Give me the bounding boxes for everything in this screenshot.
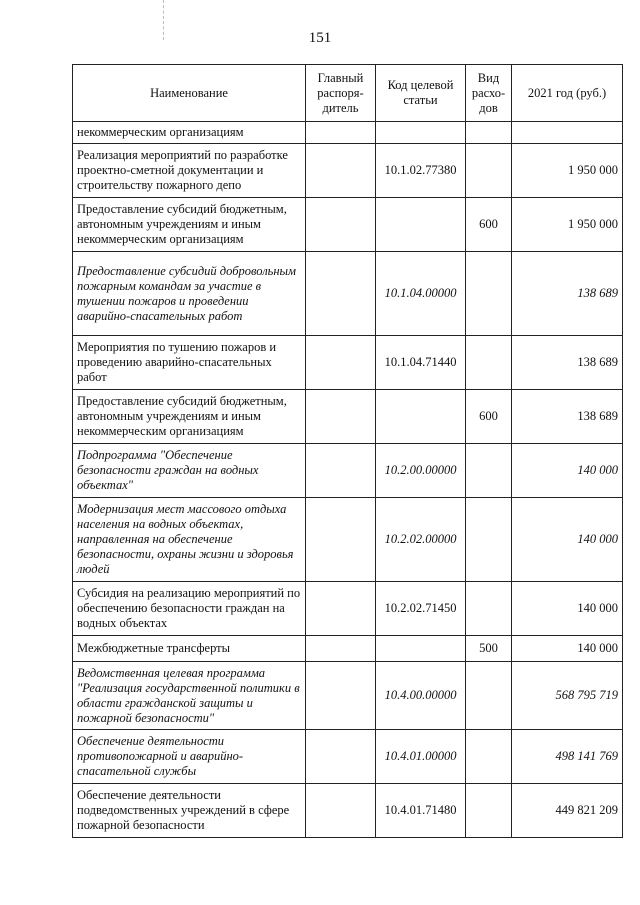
- cell-name: Обеспечение деятельности противопожарной и аварийно-спасательной службы: [73, 730, 306, 784]
- cell-code: [376, 636, 466, 662]
- cell-admin: [306, 198, 376, 252]
- table-row: [73, 390, 623, 444]
- cell-admin: [306, 252, 376, 336]
- cell-name: Предоставление субсидий бюджетным, автономным учреждениям и иным некоммерческим организациям: [73, 390, 306, 444]
- budget-table: [72, 64, 623, 838]
- cell-admin: [306, 390, 376, 444]
- cell-code: 10.4.01.00000: [376, 730, 466, 784]
- header-amount: 2021 год (руб.): [512, 65, 623, 122]
- cell-amount: 140 000: [512, 636, 623, 662]
- cell-expense-type: [466, 122, 512, 144]
- table-row: [73, 336, 623, 390]
- cell-amount: 140 000: [512, 498, 623, 582]
- cell-name: Ведомственная целевая программа "Реализация государственной политики в области гражданской защиты и пожарной безопасности": [73, 662, 306, 730]
- cell-code: 10.4.01.71480: [376, 784, 466, 838]
- cell-name: Обеспечение деятельности подведомственных учреждений в сфере пожарной безопасности: [73, 784, 306, 838]
- cell-name: Субсидия на реализацию мероприятий по обеспечению безопасности граждан на водных объектах: [73, 582, 306, 636]
- cell-name: Предоставление субсидий добровольным пожарным командам за участие в тушении пожаров и проведении аварийно-спасательных работ: [73, 252, 306, 336]
- cell-expense-type: [466, 444, 512, 498]
- cell-code: 10.1.04.00000: [376, 252, 466, 336]
- cell-expense-type: 600: [466, 390, 512, 444]
- cell-expense-type: [466, 498, 512, 582]
- header-expense-type: Вид расхо-дов: [466, 65, 512, 122]
- cell-admin: [306, 582, 376, 636]
- cell-code: [376, 198, 466, 252]
- table-header-row: [73, 65, 623, 122]
- cell-name: некоммерческим организациям: [73, 122, 306, 144]
- cell-amount: 140 000: [512, 582, 623, 636]
- table-row: [73, 784, 623, 838]
- cell-amount: 498 141 769: [512, 730, 623, 784]
- cell-admin: [306, 498, 376, 582]
- cell-code: 10.2.02.00000: [376, 498, 466, 582]
- cell-code: 10.1.04.71440: [376, 336, 466, 390]
- table-row: [73, 636, 623, 662]
- table-row: [73, 730, 623, 784]
- cell-amount: 138 689: [512, 336, 623, 390]
- table-row: [73, 198, 623, 252]
- cell-name: Модернизация мест массового отдыха населения на водных объектах, направленная на обеспечение безопасности, охраны жизни и здоровья людей: [73, 498, 306, 582]
- cell-code: [376, 390, 466, 444]
- cell-code: 10.2.02.71450: [376, 582, 466, 636]
- cell-amount: 1 950 000: [512, 144, 623, 198]
- cell-admin: [306, 122, 376, 144]
- cell-expense-type: [466, 582, 512, 636]
- cell-code: [376, 122, 466, 144]
- table-row: [73, 582, 623, 636]
- cell-amount: 568 795 719: [512, 662, 623, 730]
- cell-name: Предоставление субсидий бюджетным, автономным учреждениям и иным некоммерческим организациям: [73, 198, 306, 252]
- cell-expense-type: [466, 144, 512, 198]
- cell-expense-type: [466, 662, 512, 730]
- table-row: [73, 252, 623, 336]
- cell-name: Мероприятия по тушению пожаров и проведению аварийно-спасательных работ: [73, 336, 306, 390]
- cell-admin: [306, 730, 376, 784]
- header-code: Код целевой статьи: [376, 65, 466, 122]
- cell-expense-type: 500: [466, 636, 512, 662]
- cell-code: 10.2.00.00000: [376, 444, 466, 498]
- cell-amount: 140 000: [512, 444, 623, 498]
- cell-expense-type: [466, 730, 512, 784]
- cell-expense-type: [466, 252, 512, 336]
- cell-amount: 449 821 209: [512, 784, 623, 838]
- cell-amount: 138 689: [512, 252, 623, 336]
- cell-admin: [306, 636, 376, 662]
- page-number: 151: [308, 30, 332, 46]
- cell-name: Реализация мероприятий по разработке проектно-сметной документации и строительству пожарного депо: [73, 144, 306, 198]
- cell-admin: [306, 662, 376, 730]
- table-row: [73, 662, 623, 730]
- cell-amount: 138 689: [512, 390, 623, 444]
- header-admin: Главный распоря-дитель: [306, 65, 376, 122]
- table-row: [73, 144, 623, 198]
- cell-code: 10.4.00.00000: [376, 662, 466, 730]
- table-row: [73, 122, 623, 144]
- header-name: Наименование: [73, 65, 306, 122]
- cell-expense-type: 600: [466, 198, 512, 252]
- cell-admin: [306, 444, 376, 498]
- cell-expense-type: [466, 336, 512, 390]
- cell-admin: [306, 144, 376, 198]
- table-row: [73, 498, 623, 582]
- cell-expense-type: [466, 784, 512, 838]
- cell-amount: [512, 122, 623, 144]
- cell-amount: 1 950 000: [512, 198, 623, 252]
- cell-admin: [306, 784, 376, 838]
- cell-name: Подпрограмма "Обеспечение безопасности граждан на водных объектах": [73, 444, 306, 498]
- table-row: [73, 444, 623, 498]
- cell-admin: [306, 336, 376, 390]
- cell-name: Межбюджетные трансферты: [73, 636, 306, 662]
- cell-code: 10.1.02.77380: [376, 144, 466, 198]
